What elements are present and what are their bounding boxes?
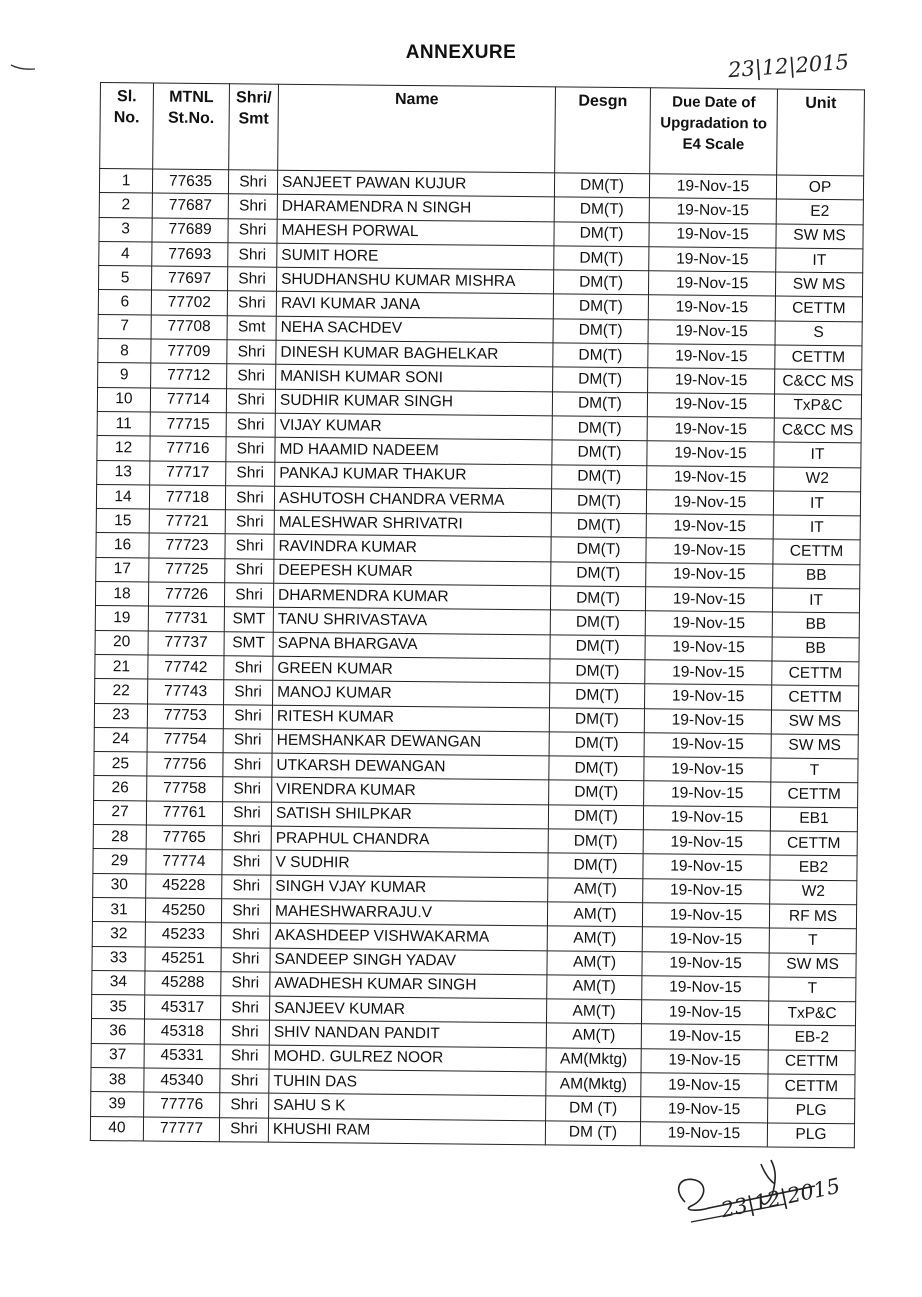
cell-desgn: DM(T) <box>550 610 645 635</box>
cell-st-no: 77687 <box>152 193 228 218</box>
cell-desgn: DM(T) <box>551 513 646 538</box>
cell-due-date: 19-Nov-15 <box>645 611 772 637</box>
cell-sl-no: 22 <box>95 679 148 704</box>
cell-name: V SUDHIR <box>271 850 548 877</box>
cell-sl-no: 6 <box>98 290 151 315</box>
cell-title: Shri <box>226 461 275 486</box>
cell-st-no: 77725 <box>149 558 225 583</box>
cell-st-no: 77743 <box>148 679 224 704</box>
cell-due-date: 19-Nov-15 <box>641 1097 768 1123</box>
cell-due-date: 19-Nov-15 <box>643 805 770 831</box>
cell-due-date: 19-Nov-15 <box>642 903 769 929</box>
cell-due-date: 19-Nov-15 <box>647 465 774 491</box>
cell-desgn: DM(T) <box>554 173 649 198</box>
cell-unit: T <box>769 977 856 1002</box>
cell-title: Shri <box>223 704 272 729</box>
cell-unit: BB <box>772 637 859 662</box>
cell-st-no: 77721 <box>149 509 225 534</box>
cell-st-no: 77777 <box>143 1117 219 1142</box>
cell-sl-no: 9 <box>98 363 151 388</box>
cell-name: SUMIT HORE <box>277 243 554 270</box>
cell-st-no: 77717 <box>150 461 226 486</box>
cell-st-no: 77758 <box>147 776 223 801</box>
cell-title: Shri <box>223 729 272 754</box>
cell-sl-no: 3 <box>99 217 152 242</box>
cell-title: Shri <box>221 947 270 972</box>
cell-st-no: 45317 <box>145 995 221 1020</box>
header-name: Name <box>278 84 556 173</box>
cell-st-no: 45233 <box>145 922 221 947</box>
cell-unit: S <box>775 321 862 346</box>
cell-title: Shri <box>224 656 273 681</box>
cell-name: MAHESHWARRAJU.V <box>270 899 547 926</box>
cell-unit: EB-2 <box>768 1025 855 1050</box>
cell-title: Shri <box>227 291 276 316</box>
cell-title: Shri <box>226 437 275 462</box>
cell-name: GREEN KUMAR <box>273 656 550 683</box>
cell-name: UTKARSH DEWANGAN <box>272 753 549 780</box>
cell-name: VIJAY KUMAR <box>275 413 552 440</box>
cell-due-date: 19-Nov-15 <box>648 344 775 370</box>
cell-sl-no: 14 <box>96 484 149 509</box>
cell-desgn: DM(T) <box>554 197 649 222</box>
cell-name: SAHU S K <box>269 1093 546 1120</box>
cell-title: Shri <box>227 340 276 365</box>
cell-title: Shri <box>224 583 273 608</box>
cell-due-date: 19-Nov-15 <box>644 781 771 807</box>
header-shri-smt: Shri/ Smt <box>229 84 279 170</box>
cell-title: Shri <box>227 364 276 389</box>
cell-due-date: 19-Nov-15 <box>646 490 773 516</box>
cell-title: Shri <box>226 388 275 413</box>
cell-title: Shri <box>221 971 270 996</box>
cell-name: MANISH KUMAR SONI <box>276 365 553 392</box>
cell-sl-no: 5 <box>99 266 152 291</box>
cell-sl-no: 38 <box>91 1067 144 1092</box>
cell-unit: CETTM <box>772 661 859 686</box>
cell-name: SANJEET PAWAN KUJUR <box>277 170 554 197</box>
cell-sl-no: 11 <box>97 411 150 436</box>
cell-due-date: 19-Nov-15 <box>643 854 770 880</box>
cell-due-date: 19-Nov-15 <box>645 660 772 686</box>
cell-name: MANOJ KUMAR <box>273 680 550 707</box>
cell-due-date: 19-Nov-15 <box>642 951 769 977</box>
cell-desgn: DM(T) <box>548 829 643 854</box>
cell-sl-no: 35 <box>92 995 145 1020</box>
cell-st-no: 77742 <box>148 655 224 680</box>
cell-title: SMT <box>224 631 273 656</box>
document-title: ANNEXURE <box>405 42 517 63</box>
cell-name: RITESH KUMAR <box>272 705 549 732</box>
cell-sl-no: 34 <box>92 970 145 995</box>
cell-st-no: 77716 <box>150 436 226 461</box>
cell-title: Shri <box>222 850 271 875</box>
cell-name: MALESHWAR SHRIVATRI <box>274 510 551 537</box>
cell-title: Shri <box>222 874 271 899</box>
cell-st-no: 77737 <box>148 631 224 656</box>
cell-sl-no: 39 <box>91 1092 144 1117</box>
cell-due-date: 19-Nov-15 <box>649 198 776 224</box>
cell-sl-no: 13 <box>97 460 150 485</box>
cell-title: Shri <box>228 170 277 195</box>
upgradation-table <box>90 82 865 1148</box>
cell-due-date: 19-Nov-15 <box>649 247 776 273</box>
cell-st-no: 77697 <box>152 266 228 291</box>
cell-unit: CETTM <box>770 831 857 856</box>
cell-st-no: 77689 <box>152 218 228 243</box>
cell-st-no: 77765 <box>146 825 222 850</box>
cell-sl-no: 20 <box>95 630 148 655</box>
cell-desgn: DM(T) <box>549 756 644 781</box>
cell-name: NEHA SACHDEV <box>276 316 553 343</box>
cell-st-no: 77774 <box>146 849 222 874</box>
cell-st-no: 77723 <box>149 533 225 558</box>
cell-due-date: 19-Nov-15 <box>647 392 774 418</box>
cell-sl-no: 32 <box>92 922 145 947</box>
header-unit: Unit <box>777 89 865 176</box>
cell-sl-no: 26 <box>94 776 147 801</box>
cell-name: SATISH SHILPKAR <box>271 802 548 829</box>
cell-sl-no: 31 <box>92 897 145 922</box>
cell-due-date: 19-Nov-15 <box>642 927 769 953</box>
cell-due-date: 19-Nov-15 <box>641 1048 768 1074</box>
cell-st-no: 45331 <box>144 1044 220 1069</box>
cell-unit: SW MS <box>776 224 863 249</box>
cell-name: SUDHIR KUMAR SINGH <box>275 389 552 416</box>
cell-st-no: 77761 <box>146 801 222 826</box>
cell-title: Smt <box>227 316 276 341</box>
cell-st-no: 77635 <box>152 169 228 194</box>
cell-st-no: 77712 <box>151 363 227 388</box>
cell-st-no: 77708 <box>151 315 227 340</box>
cell-name: TUHIN DAS <box>269 1069 546 1096</box>
cell-title: Shri <box>219 1117 268 1142</box>
cell-desgn: DM(T) <box>553 270 648 295</box>
cell-name: SINGH VJAY KUMAR <box>271 875 548 902</box>
cell-unit: EB2 <box>770 855 857 880</box>
cell-unit: CETTM <box>773 539 860 564</box>
cell-st-no: 45251 <box>145 946 221 971</box>
cell-desgn: DM(T) <box>550 659 645 684</box>
cell-due-date: 19-Nov-15 <box>649 174 776 200</box>
cell-unit: IT <box>774 442 861 467</box>
cell-due-date: 19-Nov-15 <box>640 1121 767 1147</box>
cell-desgn: AM(T) <box>548 877 643 902</box>
cell-sl-no: 7 <box>98 314 151 339</box>
cell-title: Shri <box>225 510 274 535</box>
cell-title: Shri <box>223 777 272 802</box>
cell-desgn: AM(Mktg) <box>546 1048 641 1073</box>
cell-sl-no: 23 <box>94 703 147 728</box>
cell-desgn: DM(T) <box>554 221 649 246</box>
cell-unit: CETTM <box>775 345 862 370</box>
cell-desgn: DM(T) <box>552 392 647 417</box>
cell-due-date: 19-Nov-15 <box>641 1000 768 1026</box>
cell-desgn: DM(T) <box>553 319 648 344</box>
cell-st-no: 77754 <box>147 728 223 753</box>
cell-sl-no: 27 <box>93 800 146 825</box>
cell-name: RAVI KUMAR JANA <box>276 292 553 319</box>
cell-desgn: DM(T) <box>550 634 645 659</box>
cell-due-date: 19-Nov-15 <box>649 222 776 248</box>
cell-sl-no: 12 <box>97 436 150 461</box>
cell-name: DEEPESH KUMAR <box>274 559 551 586</box>
cell-title: Shri <box>220 1093 269 1118</box>
cell-name: PRAPHUL CHANDRA <box>271 826 548 853</box>
cell-name: SAPNA BHARGAVA <box>273 632 550 659</box>
cell-desgn: DM(T) <box>554 246 649 271</box>
cell-due-date: 19-Nov-15 <box>643 830 770 856</box>
cell-sl-no: 29 <box>93 849 146 874</box>
cell-desgn: DM(T) <box>548 805 643 830</box>
cell-desgn: AM(T) <box>547 950 642 975</box>
cell-name: HEMSHANKAR DEWANGAN <box>272 729 549 756</box>
cell-st-no: 45318 <box>144 1019 220 1044</box>
cell-sl-no: 1 <box>99 169 152 194</box>
cell-title: Shri <box>221 923 270 948</box>
cell-due-date: 19-Nov-15 <box>647 441 774 467</box>
table-header-row <box>100 83 865 176</box>
cell-sl-no: 10 <box>97 387 150 412</box>
cell-unit: CETTM <box>775 296 862 321</box>
cell-title: Shri <box>222 801 271 826</box>
cell-unit: SW MS <box>771 710 858 735</box>
cell-name: SHUDHANSHU KUMAR MISHRA <box>276 267 553 294</box>
cell-desgn: DM(T) <box>553 294 648 319</box>
cell-desgn: DM(T) <box>552 464 647 489</box>
cell-title: Shri <box>224 680 273 705</box>
cell-title: Shri <box>220 1020 269 1045</box>
cell-unit: SW MS <box>769 952 856 977</box>
cell-sl-no: 2 <box>99 193 152 218</box>
cell-sl-no: 15 <box>96 509 149 534</box>
cell-desgn: DM(T) <box>550 586 645 611</box>
cell-desgn: DM(T) <box>551 562 646 587</box>
cell-sl-no: 4 <box>99 241 152 266</box>
cell-unit: PLG <box>768 1098 855 1123</box>
cell-title: Shri <box>228 194 277 219</box>
cell-due-date: 19-Nov-15 <box>646 514 773 540</box>
cell-st-no: 77702 <box>151 290 227 315</box>
cell-name: MOHD. GULREZ NOOR <box>269 1045 546 1072</box>
cell-name: AKASHDEEP VISHWAKARMA <box>270 923 547 950</box>
cell-name: TANU SHRIVASTAVA <box>273 608 550 635</box>
cell-name: KHUSHI RAM <box>268 1118 545 1145</box>
cell-unit: C&CC MS <box>775 369 862 394</box>
cell-desgn: DM(T) <box>551 489 646 514</box>
cell-desgn: AM(T) <box>547 975 642 1000</box>
cell-name: AWADHESH KUMAR SINGH <box>270 972 547 999</box>
header-desgn: Desgn <box>555 87 651 174</box>
cell-sl-no: 40 <box>90 1116 143 1141</box>
cell-unit: IT <box>772 588 859 613</box>
cell-desgn: DM(T) <box>548 853 643 878</box>
cell-sl-no: 19 <box>95 606 148 631</box>
cell-unit: SW MS <box>775 272 862 297</box>
cell-desgn: AM(T) <box>547 926 642 951</box>
cell-title: Shri <box>223 753 272 778</box>
cell-title: Shri <box>220 1069 269 1094</box>
cell-st-no: 77731 <box>148 606 224 631</box>
cell-sl-no: 33 <box>92 946 145 971</box>
header-due-date: Due Date of Upgradation to E4 Scale <box>650 88 778 175</box>
cell-name: MAHESH PORWAL <box>277 219 554 246</box>
cell-due-date: 19-Nov-15 <box>647 417 774 443</box>
cell-title: Shri <box>227 267 276 292</box>
cell-desgn: DM(T) <box>552 416 647 441</box>
cell-title: Shri <box>222 826 271 851</box>
cell-desgn: DM(T) <box>549 732 644 757</box>
cell-sl-no: 24 <box>94 727 147 752</box>
cell-due-date: 19-Nov-15 <box>644 757 771 783</box>
cell-name: VIRENDRA KUMAR <box>272 778 549 805</box>
cell-st-no: 77756 <box>147 752 223 777</box>
cell-name: PANKAJ KUMAR THAKUR <box>275 462 552 489</box>
cell-sl-no: 18 <box>95 582 148 607</box>
cell-title: Shri <box>225 486 274 511</box>
cell-st-no: 77726 <box>148 582 224 607</box>
cell-due-date: 19-Nov-15 <box>646 563 773 589</box>
cell-desgn: AM(T) <box>547 902 642 927</box>
cell-desgn: DM(T) <box>550 683 645 708</box>
cell-desgn: AM(T) <box>546 999 641 1024</box>
cell-due-date: 19-Nov-15 <box>641 1073 768 1099</box>
cell-sl-no: 21 <box>95 654 148 679</box>
cell-desgn: DM(T) <box>551 537 646 562</box>
cell-unit: T <box>771 758 858 783</box>
cell-st-no: 77718 <box>149 485 225 510</box>
cell-title: Shri <box>225 534 274 559</box>
cell-unit: C&CC MS <box>774 418 861 443</box>
handwritten-date-top: 23|12|2015 <box>727 49 850 83</box>
cell-due-date: 19-Nov-15 <box>648 320 775 346</box>
cell-desgn: DM(T) <box>549 707 644 732</box>
cell-title: Shri <box>221 996 270 1021</box>
cell-unit: T <box>769 928 856 953</box>
cell-name: SHIV NANDAN PANDIT <box>269 1021 546 1048</box>
cell-st-no: 77693 <box>152 242 228 267</box>
cell-due-date: 19-Nov-15 <box>643 878 770 904</box>
cell-name: DHARMENDRA KUMAR <box>273 583 550 610</box>
cell-desgn: DM (T) <box>545 1120 640 1145</box>
cell-due-date: 19-Nov-15 <box>645 587 772 613</box>
cell-name: DHARAMENDRA N SINGH <box>277 195 554 222</box>
cell-title: Shri <box>228 243 277 268</box>
cell-sl-no: 8 <box>98 339 151 364</box>
cell-due-date: 19-Nov-15 <box>645 635 772 661</box>
cell-desgn: DM (T) <box>546 1096 641 1121</box>
cell-desgn: DM(T) <box>549 780 644 805</box>
cell-name: SANDEEP SINGH YADAV <box>270 948 547 975</box>
cell-unit: PLG <box>767 1123 854 1148</box>
cell-sl-no: 30 <box>93 873 146 898</box>
cell-st-no: 45288 <box>145 971 221 996</box>
cell-due-date: 19-Nov-15 <box>648 271 775 297</box>
cell-due-date: 19-Nov-15 <box>644 733 771 759</box>
cell-unit: CETTM <box>768 1050 855 1075</box>
cell-unit: TxP&C <box>768 1001 855 1026</box>
cell-title: Shri <box>221 899 270 924</box>
cell-unit: EB1 <box>770 807 857 832</box>
cell-desgn: DM(T) <box>553 367 648 392</box>
cell-due-date: 19-Nov-15 <box>642 976 769 1002</box>
cell-st-no: 77753 <box>147 704 223 729</box>
cell-name: MD HAAMID NADEEM <box>275 437 552 464</box>
cell-due-date: 19-Nov-15 <box>646 538 773 564</box>
cell-sl-no: 25 <box>94 752 147 777</box>
cell-name: ASHUTOSH CHANDRA VERMA <box>274 486 551 513</box>
header-sl-no: Sl. No. <box>100 83 154 170</box>
cell-unit: CETTM <box>771 782 858 807</box>
cell-st-no: 77776 <box>144 1092 220 1117</box>
cell-due-date: 19-Nov-15 <box>644 708 771 734</box>
cell-unit: IT <box>773 515 860 540</box>
cell-name: SANJEEV KUMAR <box>269 996 546 1023</box>
cell-st-no: 77715 <box>150 412 226 437</box>
cell-st-no: 77709 <box>151 339 227 364</box>
cell-title: Shri <box>228 218 277 243</box>
cell-unit: E2 <box>776 199 863 224</box>
cell-unit: OP <box>776 175 863 200</box>
cell-due-date: 19-Nov-15 <box>648 295 775 321</box>
cell-due-date: 19-Nov-15 <box>641 1024 768 1050</box>
cell-sl-no: 28 <box>93 824 146 849</box>
cell-unit: TxP&C <box>774 394 861 419</box>
cell-desgn: DM(T) <box>552 440 647 465</box>
cell-sl-no: 17 <box>96 557 149 582</box>
cell-unit: CETTM <box>772 685 859 710</box>
cell-unit: BB <box>772 612 859 637</box>
cell-unit: RF MS <box>769 904 856 929</box>
cell-title: Shri <box>225 558 274 583</box>
cell-desgn: DM(T) <box>553 343 648 368</box>
cell-unit: IT <box>776 248 863 273</box>
table-body <box>90 169 863 1148</box>
cell-due-date: 19-Nov-15 <box>648 368 775 394</box>
cell-st-no: 45250 <box>145 898 221 923</box>
cell-name: DINESH KUMAR BAGHELKAR <box>276 340 553 367</box>
cell-title: Shri <box>226 413 275 438</box>
cell-unit: W2 <box>774 467 861 492</box>
cell-title: Shri <box>220 1044 269 1069</box>
header-mtnl-st-no: MTNL St.No. <box>153 83 230 170</box>
cell-desgn: AM(T) <box>546 1023 641 1048</box>
cell-st-no: 77714 <box>150 388 226 413</box>
cell-unit: W2 <box>770 880 857 905</box>
cell-st-no: 45340 <box>144 1068 220 1093</box>
cell-due-date: 19-Nov-15 <box>645 684 772 710</box>
cell-sl-no: 36 <box>91 1019 144 1044</box>
cell-sl-no: 16 <box>96 533 149 558</box>
cell-unit: SW MS <box>771 734 858 759</box>
cell-name: RAVINDRA KUMAR <box>274 535 551 562</box>
cell-desgn: AM(Mktg) <box>546 1072 641 1097</box>
cell-st-no: 45228 <box>146 874 222 899</box>
cell-title: SMT <box>224 607 273 632</box>
signature-date: 23|12|2015 <box>718 1173 843 1223</box>
cell-unit: IT <box>773 491 860 516</box>
cell-unit: BB <box>773 564 860 589</box>
stray-pen-mark <box>10 62 36 72</box>
cell-unit: CETTM <box>768 1074 855 1099</box>
cell-sl-no: 37 <box>91 1043 144 1068</box>
